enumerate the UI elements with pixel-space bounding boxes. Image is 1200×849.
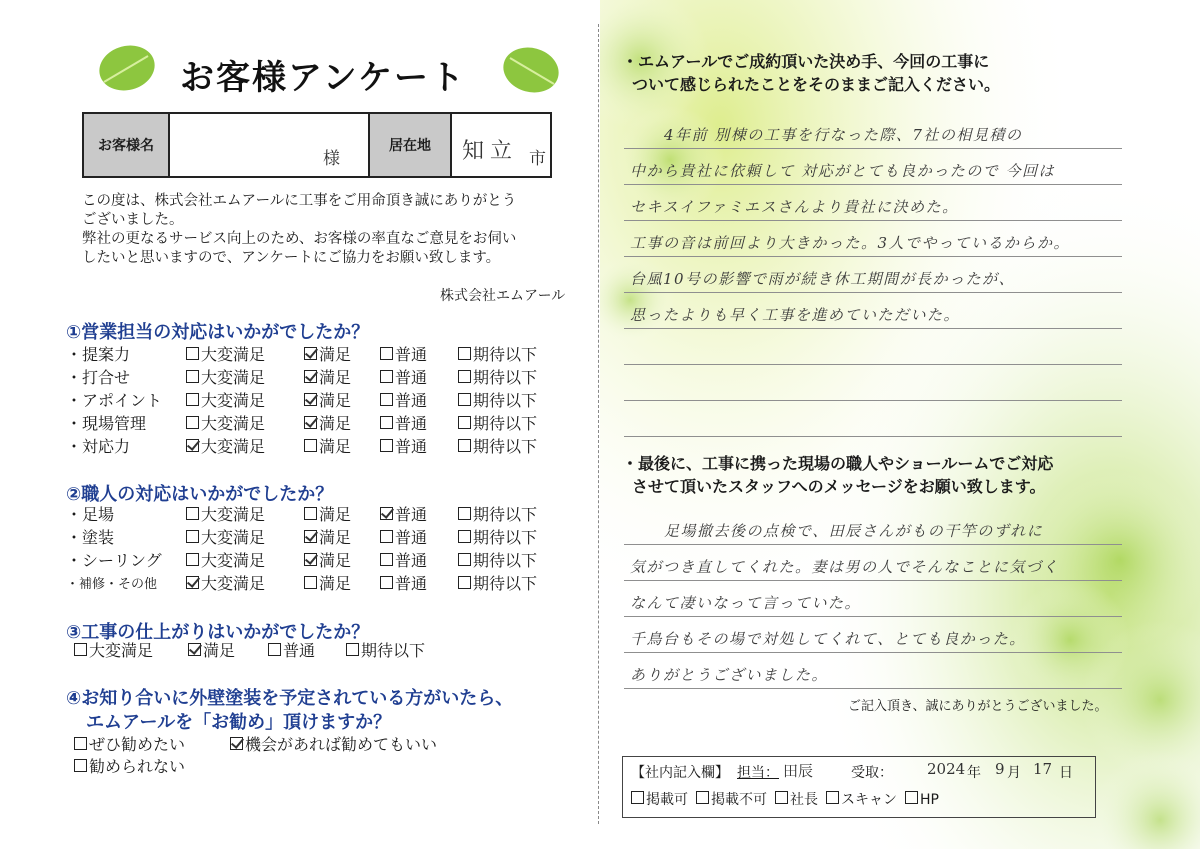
checkbox[interactable] [380,530,393,543]
checkbox[interactable] [458,416,471,429]
q2-option[interactable] [458,502,537,525]
option-label: 大変満足 [201,550,266,570]
date-month: 9 [995,760,1005,778]
q3-title: ③工事の仕上がりはいかがでしたか？ [66,622,370,643]
option-label: 普通 [395,367,428,387]
flag-label: 掲載不可 [711,792,767,808]
q2-option[interactable] [380,502,427,525]
q1-title: ①営業担当の対応はいかがでしたか？ [66,322,370,343]
q1-option[interactable] [186,365,265,388]
page-title: お客様アンケート [180,58,466,98]
option-label: 期待以下 [473,390,538,410]
q5-title-line1: ・エムアールでご成約頂いた決め手、今回の工事に [622,52,990,71]
option-label: 大変満足 [201,413,266,433]
q4-option-3[interactable] [74,754,185,777]
q1-option[interactable] [304,365,351,388]
flag-label: スキャン [841,792,897,808]
row-label: ・足場 [66,504,115,524]
q2-row [66,525,566,547]
address-value: 知立 [462,139,519,164]
q5-rule-line [624,400,1122,401]
q6-handwritten-line: 気がつき直してくれた。妻は男の人でそんなことに気づく [630,558,1060,576]
uketori-label: 受取： [851,765,893,781]
date-year: 2024 [927,760,966,778]
intro-line: したいと思いますので、アンケートにご協力をお願い致します。 [82,250,501,266]
checkbox[interactable] [74,643,87,656]
q5-title [622,50,1000,96]
q5-rule-line [624,184,1122,185]
option-label: 大変満足 [201,527,266,547]
thanks-text: ご記入頂き、誠にありがとうございました。 [848,699,1108,714]
q4-option-1[interactable] [74,732,185,755]
q5-handwritten-line: 工事の音は前回より大きかった。3人でやっているからか。 [630,234,1071,252]
q2-option[interactable] [186,548,265,571]
intro-line: 弊社の更なるサービス向上のため、お客様の率直なご意見をお伺い [82,231,517,247]
checkbox[interactable] [380,576,393,589]
customer-name-label: お客様名 [84,114,170,176]
q6-rule-line [624,544,1122,545]
q2-title: ②職人の対応はいかがでしたか？ [66,484,334,505]
address-label: 居在地 [370,114,452,176]
checkbox[interactable] [304,439,317,452]
q1-option[interactable] [380,365,427,388]
row-label: ・提案力 [66,344,131,364]
checkbox[interactable] [188,643,201,656]
option-label: 満足 [319,504,352,524]
checkbox[interactable] [458,393,471,406]
q6-title-line2: させて頂いたスタッフへのメッセージをお願い致します。 [632,477,1046,496]
option-label: 期待以下 [473,527,538,547]
q2-option[interactable] [304,548,351,571]
month-char: 月 [1007,765,1021,781]
checkbox[interactable] [74,737,87,750]
option-label: 普通 [395,413,428,433]
customer-name-field[interactable] [170,114,370,176]
q2-option[interactable] [380,525,427,548]
checkbox[interactable] [905,791,918,804]
checkbox[interactable] [346,643,359,656]
q4-title-line2: エムアールを「お勧め」頂けますか？ [86,712,392,733]
q5-handwritten-line: 台風10号の影響で雨が続き休工期間が長かったが、 [630,270,1016,288]
q4-title-line1: ④お知り合いに外壁塗装を予定されている方がいたら、 [66,688,514,709]
q2-option[interactable] [304,525,351,548]
checkbox[interactable] [380,393,393,406]
q5-title-line2: ついて感じられたことをそのままご記入ください。 [632,75,1001,94]
checkbox[interactable] [186,507,199,520]
checkbox[interactable] [304,370,317,383]
option-label: 満足 [319,527,352,547]
center-fold-line [598,24,599,824]
q2-option[interactable] [380,571,427,594]
option-label: 満足 [319,436,352,456]
checkbox[interactable] [380,439,393,452]
option-label: 機会があれば勧めてもいい [245,734,438,754]
q5-rule-line [624,148,1122,149]
flag-label: 掲載可 [646,792,688,808]
q3-option[interactable] [74,638,153,661]
option-label: 満足 [319,367,352,387]
option-label: 大変満足 [201,504,266,524]
q1-option[interactable] [186,434,265,457]
q1-row [66,411,566,433]
option-label: 満足 [319,550,352,570]
option-label: 大変満足 [201,573,266,593]
q6-title [622,452,1053,498]
checkbox[interactable] [304,553,317,566]
address-field[interactable] [452,114,550,176]
customer-suffix: 様 [323,149,340,169]
option-label: 満足 [319,344,352,364]
option-label: ぜひ勧めたい [89,734,186,754]
q6-handwritten-line: ありがとうございました。 [630,666,829,684]
q2-option[interactable] [304,502,351,525]
q3-option[interactable] [188,638,235,661]
q6-handwritten-line: 千鳥台もその場で対処してくれて、とても良かった。 [630,630,1026,648]
q4-row-1 [74,732,574,754]
q5-rule-line [624,220,1122,221]
q2-option[interactable] [380,548,427,571]
option-label: 大変満足 [89,640,154,660]
flag-label: 社長 [790,792,818,808]
q5-handwritten-line: セキスイファミエスさんより貴社に決めた。 [630,198,959,216]
option-label: 普通 [395,573,428,593]
checkbox[interactable] [380,370,393,383]
q1-option[interactable] [186,411,265,434]
option-label: 満足 [319,573,352,593]
option-label: 大変満足 [201,390,266,410]
q1-option[interactable] [186,388,265,411]
flag-checkboxes [631,789,947,809]
flag-option[interactable] [696,792,767,808]
option-label: 満足 [203,640,236,660]
q6-handwritten-line: 足場撤去後の点検で、田辰さんがもの干竿のずれに [664,522,1044,540]
checkbox[interactable] [186,576,199,589]
option-label: 満足 [319,413,352,433]
q6-rule-line [624,580,1122,581]
checkbox[interactable] [380,347,393,360]
date-day: 17 [1033,760,1053,778]
q1-option[interactable] [304,411,351,434]
row-label: ・対応力 [66,436,131,456]
checkbox[interactable] [458,530,471,543]
q1-option[interactable] [380,434,427,457]
option-label: 期待以下 [473,573,538,593]
option-label: 普通 [395,390,428,410]
q5-rule-line [624,292,1122,293]
row-label: ・シーリング [66,550,162,570]
flag-option[interactable] [775,792,818,808]
q1-option[interactable] [304,388,351,411]
q1-option[interactable] [380,342,427,365]
q2-option[interactable] [186,502,265,525]
checkbox[interactable] [304,507,317,520]
checkbox[interactable] [186,530,199,543]
checkbox[interactable] [186,439,199,452]
option-label: 大変満足 [201,344,266,364]
option-label: 普通 [395,436,428,456]
q5-handwritten-line: 中から貴社に依頼して 対応がとても良かったので 今回は [630,162,1056,180]
checkbox[interactable] [458,370,471,383]
checkbox[interactable] [380,553,393,566]
internal-title: 【社内記入欄】 [631,765,729,781]
flag-option[interactable] [826,792,897,808]
q2-option[interactable] [458,571,537,594]
row-label: ・補修・その他 [66,576,158,592]
option-label: 大変満足 [201,367,266,387]
checkbox[interactable] [826,791,839,804]
checkbox[interactable] [268,643,281,656]
intro-line: この度は、株式会社エムアールに工事をご用命頂き誠にありがとう [82,193,517,209]
address-suffix: 市 [529,149,546,169]
checkbox[interactable] [380,507,393,520]
checkbox[interactable] [775,791,788,804]
q1-row [66,365,566,387]
option-label: 普通 [395,344,428,364]
q5-rule-line [624,256,1122,257]
option-label: 普通 [395,550,428,570]
q6-title-line1: ・最後に、工事に携った現場の職人やショールームでご対応 [622,454,1054,473]
q3-option[interactable] [346,638,425,661]
checkbox[interactable] [186,370,199,383]
checkbox[interactable] [74,759,87,772]
year-char: 年 [967,765,981,781]
q5-rule-line [624,436,1122,437]
checkbox[interactable] [186,553,199,566]
option-label: 期待以下 [361,640,426,660]
q1-row [66,342,566,364]
option-label: 期待以下 [473,504,538,524]
q1-row [66,434,566,456]
q4-option-2[interactable] [230,732,437,755]
q1-option[interactable] [458,388,537,411]
tanto-label: 担当： [737,765,779,781]
company-name: 株式会社エムアール [440,288,566,304]
checkbox[interactable] [458,553,471,566]
checkbox[interactable] [458,347,471,360]
checkbox[interactable] [380,416,393,429]
checkbox[interactable] [304,393,317,406]
q2-option[interactable] [304,571,351,594]
customer-info-table [82,112,552,178]
q1-option[interactable] [458,411,537,434]
checkbox[interactable] [304,576,317,589]
q2-row [66,502,566,524]
q4-row-2 [74,754,374,776]
checkbox[interactable] [458,439,471,452]
q6-rule-line [624,652,1122,653]
q6-rule-line [624,688,1122,689]
q1-option[interactable] [380,411,427,434]
leaf-icon-right [500,44,562,96]
q2-row [66,548,566,570]
q1-option[interactable] [304,342,351,365]
checkbox[interactable] [696,791,709,804]
q3-option[interactable] [268,638,315,661]
option-label: 期待以下 [473,550,538,570]
option-label: 期待以下 [473,436,538,456]
q2-option[interactable] [186,525,265,548]
flag-label: HP [920,792,939,808]
intro-line: ございました。 [82,212,184,228]
checkbox[interactable] [186,416,199,429]
q1-option[interactable] [380,388,427,411]
checkbox[interactable] [458,576,471,589]
checkbox[interactable] [304,416,317,429]
option-label: 普通 [283,640,316,660]
option-label: 満足 [319,390,352,410]
q1-option[interactable] [458,434,537,457]
leaf-icon-left [96,42,158,94]
row-label: ・アポイント [66,390,163,410]
q5-rule-line [624,364,1122,365]
q1-option[interactable] [458,342,537,365]
checkbox[interactable] [304,347,317,360]
q1-option[interactable] [304,434,351,457]
checkbox[interactable] [230,737,243,750]
option-label: 大変満足 [201,436,266,456]
intro-text [82,192,572,268]
tanto-value: 田辰 [783,762,814,780]
day-char: 日 [1059,765,1073,781]
q2-row [66,571,566,593]
q6-rule-line [624,616,1122,617]
flag-option[interactable] [631,792,688,808]
checkbox[interactable] [458,507,471,520]
q2-option[interactable] [458,525,537,548]
option-label: 勧められない [89,756,186,776]
q5-handwritten-line: 思ったよりも早く工事を進めていただいた。 [630,306,961,324]
checkbox[interactable] [186,393,199,406]
q2-option[interactable] [458,548,537,571]
internal-use-box [622,756,1096,818]
option-label: 普通 [395,527,428,547]
flag-option[interactable] [905,792,939,808]
q5-handwritten-line: 4年前 別棟の工事を行なった際、7社の相見積の [664,126,1023,144]
row-label: ・現場管理 [66,413,147,433]
option-label: 期待以下 [473,367,538,387]
option-label: 普通 [395,504,428,524]
checkbox[interactable] [186,347,199,360]
q1-option[interactable] [186,342,265,365]
q3-row [74,638,474,660]
q1-option[interactable] [458,365,537,388]
q5-rule-line [624,328,1122,329]
checkbox[interactable] [631,791,644,804]
option-label: 期待以下 [473,413,538,433]
q2-option[interactable] [186,571,265,594]
row-label: ・打合せ [66,367,131,387]
checkbox[interactable] [304,530,317,543]
q1-row [66,388,566,410]
q6-handwritten-line: なんて凄いなって言っていた。 [630,594,862,612]
row-label: ・塗装 [66,527,115,547]
option-label: 期待以下 [473,344,538,364]
